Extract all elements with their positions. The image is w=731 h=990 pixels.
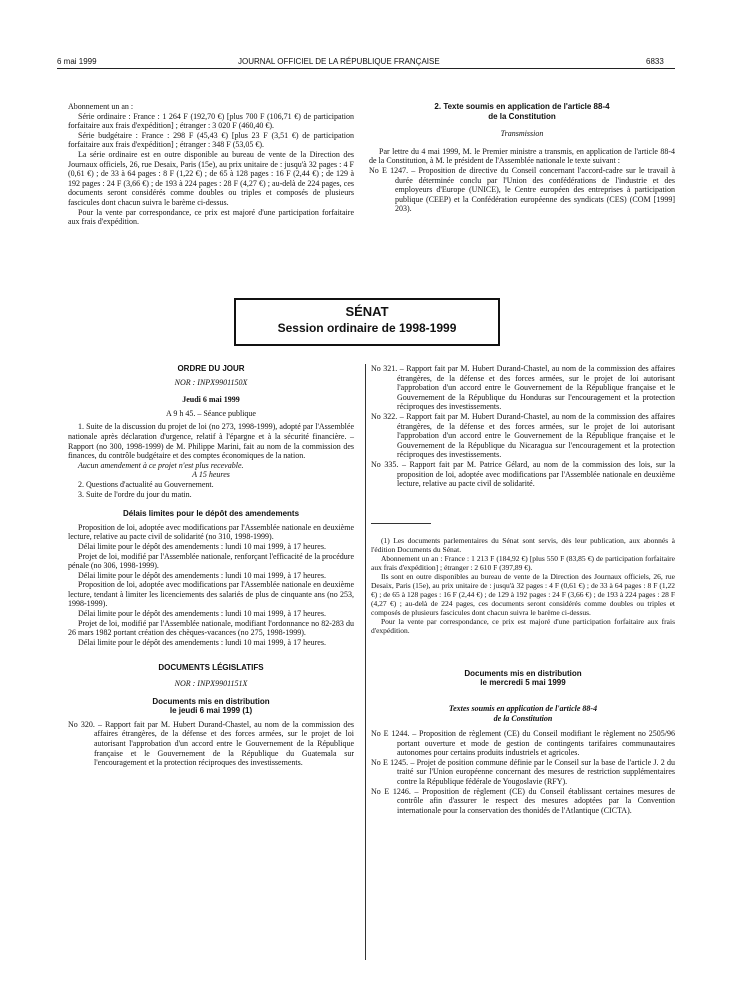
transmission-heading: Transmission <box>500 129 544 139</box>
item-e1245: No E 1245. – Projet de position commune définie par le Conseil sur la base de l'article J. 2 du traité sur l'Union européenne concernant des mesures de restriction supplémentaires contre la République fédérale de Yougoslavie (RFY). <box>371 757 675 787</box>
footnote-rule <box>371 523 431 524</box>
docs-legislatifs-title: DOCUMENTS LÉGISLATIFS <box>158 663 264 673</box>
delai-1: Délai limite pour le dépôt des amendements : lundi 10 mai 1999, à 17 heures. <box>78 541 326 551</box>
top-right-section <box>369 102 675 214</box>
header-date: 6 mai 1999 <box>57 57 97 66</box>
odj-item-1: 1. Suite de la discussion du projet de loi (no 273, 1998-1999), adopté par l'Assemblée nationale après déclaration d'urgence, relatif à l'épargne et à la sécurité financière. – Rapport (no 300, 1998-1999) de M. Philippe Marini, fait au nom de la commission des finances, du contrôle budgétaire et des comptes économiques de la nation. <box>68 422 354 461</box>
delai-3: Délai limite pour le dépôt des amendements : lundi 10 mai 1999, à 17 heures. <box>78 609 326 619</box>
heure-15: A 15 heures <box>192 470 230 480</box>
section-title-1: 2. Texte soumis en application de l'article 88-4 <box>434 102 610 111</box>
right-column <box>371 364 675 815</box>
footnote-dispo: Ils sont en outre disponibles au bureau de vente de la Direction des Journaux officiels, 26, rue Desaix, Paris (15e), au prix unitaire de : jusqu'à 32 pages : 4 F (0,61 €) ; de 33 à 64 pages : 8 F (1,22 €) ; de 65 à 128 pages : 16 F (2,44 €) ; de 129 à 192 pages : 24 F (3,66 €) ; de 193 à 224 pages : 28 F (4,27 €) ; au-delà de 224 pages, ces documents seront considérés comme doubles ou triples et composés de plusieurs fascicules dont chacun suivra le barème ci-dessus. <box>371 571 675 617</box>
column-divider <box>365 364 366 960</box>
rapport-335: No 335. – Rapport fait par M. Patrice Gélard, au nom de la commission des lois, sur la proposition de loi, adoptée avec modifications par l'Assemblée nationale en deuxième lecture, relative au pacte civil de solidarité. <box>371 459 675 489</box>
nor-2: NOR : INPX9901151X <box>174 679 248 689</box>
proposition-3: Proposition de loi, adoptée avec modifications par l'Assemblée nationale en deuxième lecture, tendant à limiter les licenciements des salariés de plus de cinquante ans (no 253, 1998-1999). <box>68 580 354 609</box>
proposition-4: Projet de loi, modifié par l'Assemblée nationale, modifiant l'ordonnance no 82-283 du 26 mars 1982 portant création des chèques-vacances (no 275, 1998-1999). <box>68 618 354 638</box>
delai-2: Délai limite pour le dépôt des amendements : lundi 10 mai 1999, à 17 heures. <box>78 570 326 580</box>
serie-ordinaire: Série ordinaire : France : 1 264 F (192,70 €) [plus 700 F (106,71 €) de participation forfaitaire aux frais d'expédition] ; étranger : 3 020 F (460,40 €). <box>68 111 354 131</box>
header-page-number: 6833 <box>646 57 664 66</box>
odj-item-3: 3. Suite de l'ordre du jour du matin. <box>78 489 192 499</box>
textes-soumis-2: de la Constitution <box>493 713 553 723</box>
seance-date: Jeudi 6 mai 1999 <box>182 395 240 405</box>
left-column <box>68 364 354 768</box>
session-title: Session ordinaire de 1998-1999 <box>277 321 457 335</box>
nor-1: NOR : INPX9901150X <box>174 377 248 387</box>
rapport-322: No 322. – Rapport fait par M. Hubert Durand-Chastel, au nom de la commission des affaires étrangères, de la défense et des forces armées, sur le projet de loi autorisant l'approbation d'un accord entre le Gouvernement de la République française et le Gouvernement de la République du Nicaragua sur l'encouragement et la protection réciproques des investissements. <box>371 411 675 460</box>
serie-budgetaire: Série budgétaire : France : 298 F (45,43 €) [plus 23 F (3,51 €) de participation forfaitaire aux frais d'expédition] ; étranger : 348 F (53,05 €). <box>68 130 354 150</box>
transmission-intro: Par lettre du 4 mai 1999, M. le Premier ministre a transmis, en application de l'article 88-4 de la Constitution, à M. le président de l'Assemblée nationale le texte suivant : <box>369 146 675 166</box>
item-e1247: No E 1247. – Proposition de directive du Conseil concernant l'accord-cadre sur le travail à durée déterminée conclu par l'Union des confédérations de l'industrie et des employeurs d'Europe (UNICE), le Centre européen des entreprises à participation publique (CEEP) et la Confédération européenne des syndicats (CES) (COM [1999] 203). <box>369 165 675 214</box>
vente-correspondance: Pour la vente par correspondance, ce prix est majoré d'une participation forfaitaire aux frais d'expédition. <box>68 207 354 227</box>
senat-title-box <box>234 298 500 346</box>
footnote-vente: Pour la vente par correspondance, ce prix est majoré d'une participation forfaitaire aux frais d'expédition. <box>371 616 675 635</box>
header-rule <box>57 68 675 69</box>
textes-soumis-1: Textes soumis en application de l'article 88-4 <box>448 703 598 713</box>
distribution-title-1: Documents mis en distribution <box>152 696 270 706</box>
section-title-2: de la Constitution <box>488 111 556 121</box>
serie-dispo: La série ordinaire est en outre disponible au bureau de vente de la Direction des Journaux officiels, 26, rue Desaix, Paris (15e), au prix unitaire de : jusqu'à 32 pages : 4 F (0,61 €) ; de 33 à 64 pages : 8 F (1,22 €) ; de 65 à 128 pages : 16 F (2,44 €) ; de 129 à 192 pages : 24 F (3,66 €) ; de 193 à 224 pages : 28 F (4,27 €) ; au-delà de 224 pages, ces documents seront considérés comme doubles ou triples et composés de plusieurs fascicules dont chacun suivra le barème ci-dessus. <box>68 149 354 207</box>
header-journal: JOURNAL OFFICIEL DE LA RÉPUBLIQUE FRANÇAISE <box>238 57 440 66</box>
rapport-321: No 321. – Rapport fait par M. Hubert Durand-Chastel, au nom de la commission des affaires étrangères, de la défense et des forces armées, sur le projet de loi autorisant l'approbation d'un accord entre le Gouvernement de la République française et le Gouvernement de la République du Honduras sur l'encouragement et la protection réciproques des investissements. <box>371 364 675 412</box>
odj-item-2: 2. Questions d'actualité au Gouvernement. <box>78 479 214 489</box>
aucun-amendement: Aucun amendement à ce projet n'est plus recevable. <box>78 460 244 470</box>
item-e1244: No E 1244. – Proposition de règlement (CE) du Conseil modifiant le règlement no 2505/96 portant ouverture et mode de gestion de contingents tarifaires communautaires autonomes pour certains produits industriels et agricoles. <box>371 729 675 758</box>
top-left-abonnement <box>68 102 354 227</box>
distribution-title-2: le jeudi 6 mai 1999 (1) <box>169 706 253 716</box>
delai-4: Délai limite pour le dépôt des amendements : lundi 10 mai 1999, à 17 heures. <box>78 637 326 647</box>
distribution-5mai-title-2: le mercredi 5 mai 1999 <box>480 678 566 688</box>
footnote-abonnement: Abonnement un an : France : 1 213 F (184,92 €) [plus 550 F (83,85 €) de participation forfaitaire aux frais d'expédition] ; étranger : 2 610 F (397,89 €). <box>371 553 675 572</box>
footnote-1: (1) Les documents parlementaires du Sénat sont servis, dès leur publication, aux abonnés à l'édition Documents du Sénat. <box>371 535 675 554</box>
distribution-5mai-title-1: Documents mis en distribution <box>464 668 582 678</box>
proposition-1: Proposition de loi, adoptée avec modifications par l'Assemblée nationale en deuxième lecture, relative au pacte civil de solidarité (no 310, 1998-1999). <box>68 522 354 542</box>
seance-heure: A 9 h 45. – Séance publique <box>166 408 256 418</box>
abonnement-label: Abonnement un an : <box>68 102 134 111</box>
senat-title: SÉNAT <box>345 304 389 319</box>
proposition-2: Projet de loi, modifié par l'Assemblée nationale, renforçant l'efficacité de la procédure pénale (no 306, 1998-1999). <box>68 551 354 571</box>
ordre-du-jour-title: ORDRE DU JOUR <box>177 364 245 373</box>
delais-title: Délais limites pour le dépôt des amendements <box>122 509 300 519</box>
item-e1246: No E 1246. – Proposition de règlement (CE) du Conseil établissant certaines mesures de contrôle afin d'assurer le respect des mesures adoptées par la Convention internationale pour la conservation des thonidés de l'Atlantique (CICTA). <box>371 786 675 815</box>
rapport-320: No 320. – Rapport fait par M. Hubert Durand-Chastel, au nom de la commission des affaires étrangères, de la défense et des forces armées, sur le projet de loi autorisant l'approbation d'un accord entre le Gouvernement de la République française et le Gouvernement de la République du Guatemala sur l'encouragement et la protection réciproques des investissements. <box>68 719 354 768</box>
